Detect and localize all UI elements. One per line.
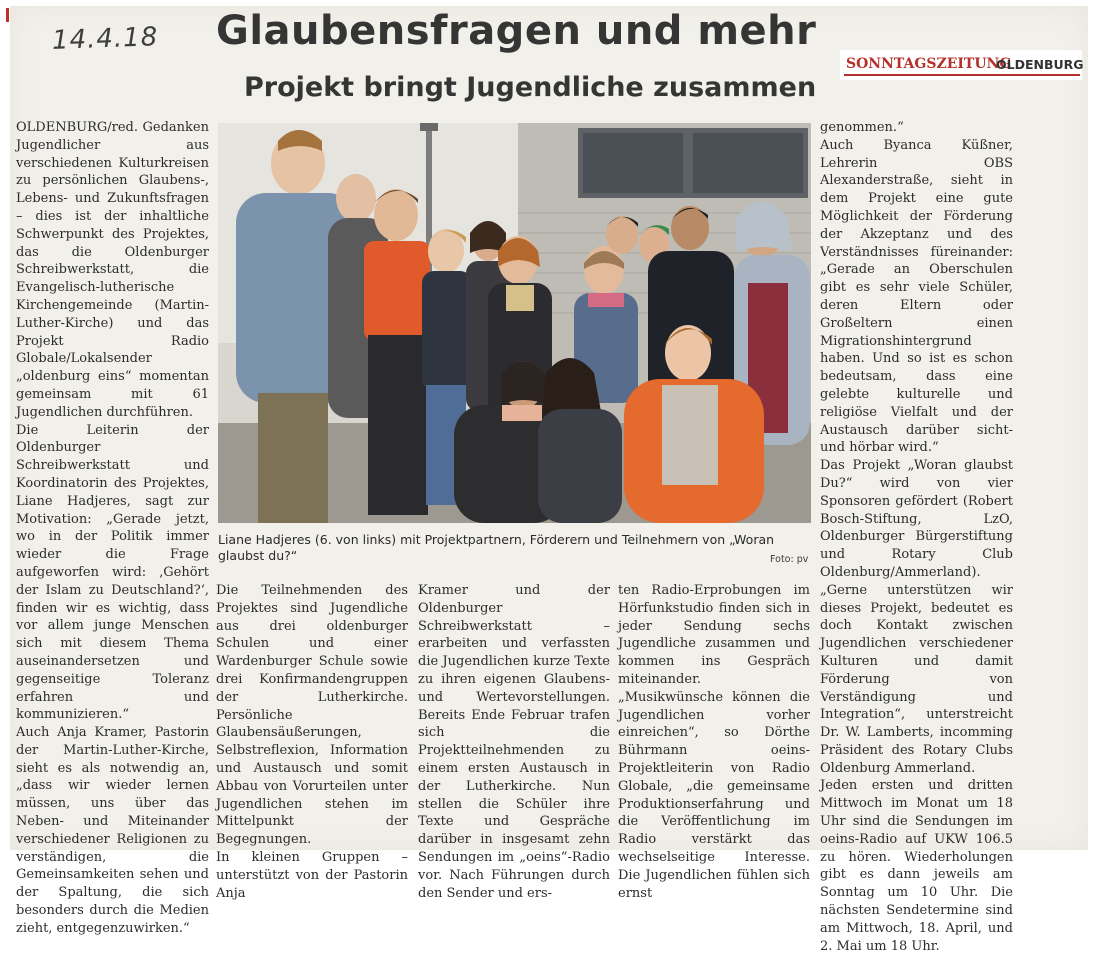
- article-paragraph: genommen.“: [820, 120, 904, 135]
- article-paragraph: Jeden ersten und dritten Mittwoch im Monat um 18 Uhr sind die Sendungen im oeins-Radio auf UKW 106.5 zu hören. Wiederholungen gibt es dann jeweils am Sonntag um 10 Uhr. Die nächsten Sendetermine sind am Mittwoch, 18. April, und 2. Mai um 18 Uhr.: [820, 778, 1013, 954]
- scan-edge-mark: [6, 8, 9, 22]
- article-paragraph: OLDENBURG/red. Gedanken Jugendlicher aus verschiedenen Kulturkreisen zu persönlichen Glaubens-, Lebens- und Zukunftsfragen – dies ist der inhaltliche Schwerpunkt des Projektes, das die Oldenburger Schreibwerkstatt, die Evangelisch-lutherische Kirchengemeinde (Martin-Luther-Kirche) und das Projekt Radio Globale/Lokalsender „oldenburg eins“ momentan gemeinsam mit 61 Jugendlichen durchführen.: [16, 120, 209, 420]
- article-paragraph: In kleinen Gruppen – unterstützt von der Pastorin Anja: [216, 849, 408, 901]
- article-paragraph: Auch Byanca Küßner, Lehrerin OBS Alexanderstraße, sieht in dem Projekt eine gute Möglichkeit der Förderung der Akzeptanz und des Verständnisses füreinander: „Gerade an Oberschulen gibt es sehr viele Schüler, deren Eltern oder Großeltern einen Migrationshintergrund haben. Und so ist es schon bedeutsam, dass eine gelebte kulturelle und religiöse Vielfalt und der Austausch darüber sicht- und hörbar wird.“: [820, 137, 1013, 456]
- masthead-city: OLDENBURG: [996, 57, 1084, 72]
- masthead-name: SONNTAGSZEITUNG: [846, 56, 1012, 72]
- article-paragraph: Kramer und der Oldenburger Schreibwerkstatt – erarbeiten und verfassten die Jugendlichen kurze Texte zu ihren eigenen Glaubens- und Wertevorstellungen. Bereits Ende Februar trafen sich die Projektteilnehmenden zu einem ersten Austausch in der Lutherkirche. Nun stellen die Schüler ihre Texte und Gespräche darüber in insgesamt zehn Sendungen im „oeins“-Radio vor. Nach Führungen durch den Sender und ers-: [418, 583, 610, 901]
- article-column-right: [820, 119, 1013, 954]
- headline: Glaubensfragen und mehr: [216, 8, 817, 54]
- photo-credit: Foto: pv: [770, 554, 809, 565]
- article-paragraph: Die Teilnehmenden des Projektes sind Jugendliche aus drei oldenburger Schulen und einer Wardenburger Schule sowie drei Konfirmandengruppen der Lutherkirche. Persönliche Glaubensäußerungen, Selbstreflexion, Information und Austausch und somit Abbau von Vorurteilen unter Jugendlichen stehen im Mittelpunkt der Begegnungen.: [216, 583, 408, 848]
- group-photo-illustration: [218, 123, 811, 523]
- article-column-bottom-1: [216, 582, 408, 901]
- masthead-rule: [844, 74, 1080, 76]
- article-column-left: [16, 119, 209, 936]
- handwritten-date: 14.4.18: [51, 22, 159, 56]
- article-column-bottom-2: [418, 582, 610, 901]
- article-paragraph: Die Leiterin der Oldenburger Schreibwerkstatt und Koordinatorin des Projektes, Liane Hadjeres, sagt zur Motivation: „Gerade jetzt, wo in der Politik immer wieder die Frage aufgeworfen wird: ‚Gehört der Islam zu Deutschland?‘, finden wir es wichtig, dass vor allem junge Menschen sich mit diesem Thema auseinandersetzen und gegenseitige Toleranz erfahren und kommunizieren.“: [16, 422, 209, 723]
- article-paragraph: Das Projekt „Woran glaubst Du?“ wird von vier Sponsoren gefördert (Robert Bosch-Stiftung, LzO, Oldenburger Bürgerstiftung und Rotary Club Oldenburg/Ammerland). „Gerne unterstützen wir dieses Projekt, bedeutet es doch Kontakt zwischen Jugendlichen verschiedener Kulturen und damit Förderung von Verständigung und Integration“, unterstreicht Dr. W. Lamberts, incomming Präsident des Rotary Clubs Oldenburg Ammerland.: [820, 458, 1013, 776]
- article-paragraph: Auch Anja Kramer, Pastorin der Martin-Luther-Kirche, sieht es als notwendig an, „dass wir wieder lernen müssen, uns über das Neben- und Miteinander verschiedener Religionen zu verständigen, die Gemeinsamkeiten sehen und der Spaltung, die sich besonders durch die Medien zieht, entgegenzuwirken.“: [16, 725, 209, 936]
- group-photo: [218, 123, 811, 523]
- photo-caption: Liane Hadjeres (6. von links) mit Projektpartnern, Förderern und Teilnehmern von „Woran glaubst du?“: [218, 532, 775, 563]
- newspaper-masthead-logo: [840, 50, 1082, 80]
- subheadline: Projekt bringt Jugendliche zusammen: [244, 72, 817, 103]
- article-paragraph: ten Radio-Erprobungen im Hörfunkstudio finden sich in jeder Sendung sechs Jugendliche zusammen und kommen ins Gespräch miteinander. „Musikwünsche können die Jugendlichen vorher einreichen“, so Dörthe Bührmann oeins-Projektleiterin von Radio Globale, „die gemeinsame Produktionserfahrung und die Veröffentlichung im Radio verstärkt das wechselseitige Interesse. Die Jugendlichen fühlen sich ernst: [618, 583, 810, 901]
- article-column-bottom-3: [618, 582, 810, 901]
